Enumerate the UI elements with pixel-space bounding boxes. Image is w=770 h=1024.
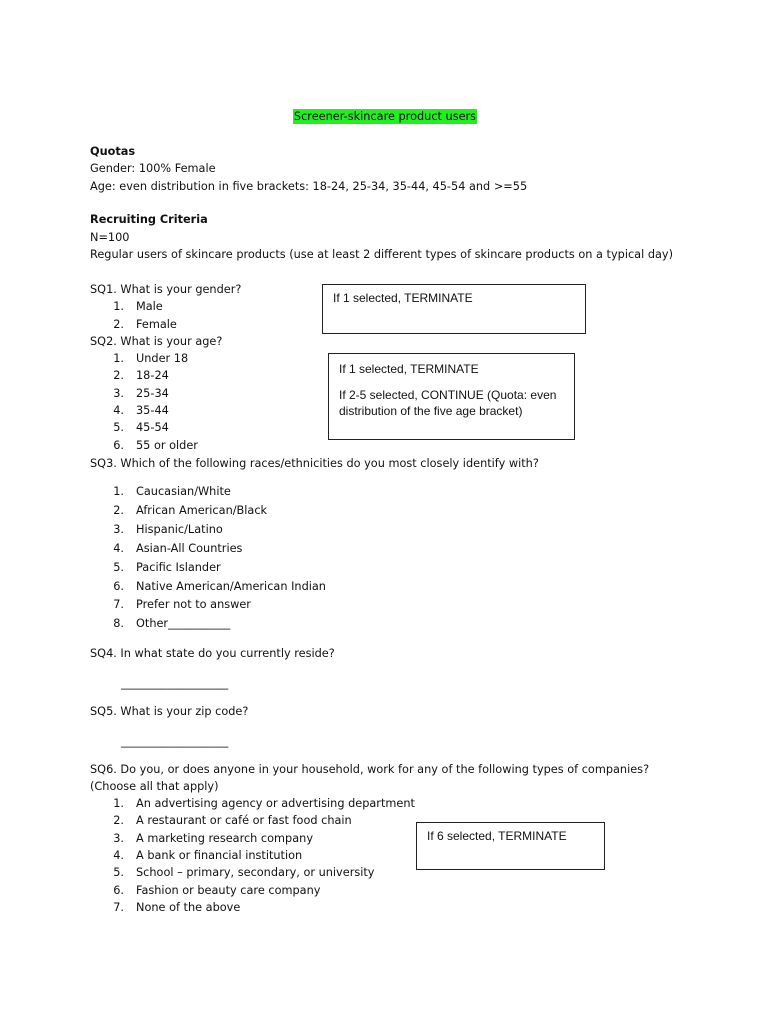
recruiting-heading: Recruiting Criteria xyxy=(90,213,208,226)
sq2-option[interactable]: 25-34 xyxy=(136,386,169,400)
sq3-option[interactable]: Prefer not to answer xyxy=(136,598,251,612)
sq6-option-number: 2. xyxy=(113,814,124,828)
sq6-option[interactable]: A marketing research company xyxy=(136,831,313,845)
sq5-answer-line[interactable]: ___________________ xyxy=(121,735,229,748)
sq2-question: SQ2. What is your age? xyxy=(90,335,223,348)
sq3-option[interactable]: African American/Black xyxy=(136,503,268,517)
sq4-answer-line[interactable]: ___________________ xyxy=(121,677,229,690)
sq1-option-number: 2. xyxy=(113,317,124,331)
sq2-option-number: 3. xyxy=(113,386,124,400)
sq6-option[interactable]: An advertising agency or advertising department xyxy=(136,797,415,810)
sq2-routing-note xyxy=(328,353,575,440)
sq3-option-number: 3. xyxy=(113,522,124,536)
document-title: Screener-skincare product users xyxy=(293,110,477,123)
sq3-option-number: 5. xyxy=(113,560,124,574)
sq2-option[interactable]: Under 18 xyxy=(136,352,189,365)
quotas-heading: Quotas xyxy=(90,145,136,158)
sq3-option[interactable]: Hispanic/Latino xyxy=(136,522,223,536)
sq1-terminate-note xyxy=(322,284,586,334)
sq2-option-number: 2. xyxy=(113,369,124,383)
sq3-option-number: 2. xyxy=(113,503,124,517)
sq6-option-number: 3. xyxy=(113,831,124,845)
sq2-note-terminate: If 1 selected, TERMINATE xyxy=(339,362,479,376)
sq3-option-number: 7. xyxy=(113,598,124,612)
recruiting-n: N=100 xyxy=(90,231,130,244)
sq2-option-number: 5. xyxy=(113,421,124,435)
sq4-question: SQ4. In what state do you currently reside? xyxy=(90,647,335,660)
sq2-note-continue: If 2-5 selected, CONTINUE (Quota: even distribution of the five age bracket) xyxy=(339,388,557,419)
sq2-option-number: 1. xyxy=(113,352,124,365)
sq2-option-number: 4. xyxy=(113,403,124,417)
sq3-option-number: 1. xyxy=(113,485,124,498)
sq6-option-number: 1. xyxy=(113,797,124,810)
sq3-option-number: 6. xyxy=(113,579,124,593)
sq6-option-number: 5. xyxy=(113,866,124,880)
sq3-question: SQ3. Which of the following races/ethnicities do you most closely identify with? xyxy=(90,457,539,470)
sq6-option[interactable]: None of the above xyxy=(136,900,241,914)
sq6-note-text: If 6 selected, TERMINATE xyxy=(427,829,567,843)
sq1-note-text: If 1 selected, TERMINATE xyxy=(333,291,473,305)
sq1-option-number: 1. xyxy=(113,300,124,313)
sq1-option[interactable]: Male xyxy=(136,300,163,313)
sq6-option-number: 6. xyxy=(113,883,124,897)
sq6-option[interactable]: A restaurant or café or fast food chain xyxy=(136,814,352,828)
sq6-option[interactable]: School – primary, secondary, or university xyxy=(136,866,375,880)
sq3-option-number: 8. xyxy=(113,617,124,631)
sq2-option-number: 6. xyxy=(113,438,124,452)
sq3-option[interactable]: Other___________ xyxy=(136,617,231,631)
quota-age: Age: even distribution in five brackets: 18-24, 25-34, 35-44, 45-54 and >=55 xyxy=(90,180,528,193)
sq2-option[interactable]: 35-44 xyxy=(136,403,169,417)
sq2-option[interactable]: 45-54 xyxy=(136,421,169,435)
sq6-option[interactable]: Fashion or beauty care company xyxy=(136,883,321,897)
sq5-question: SQ5. What is your zip code? xyxy=(90,705,249,718)
sq6-question: SQ6. Do you, or does anyone in your household, work for any of the following types of companies? xyxy=(90,763,650,776)
recruiting-criteria: Regular users of skincare products (use at least 2 different types of skincare products on a typical day) xyxy=(90,248,674,261)
sq3-option[interactable]: Caucasian/White xyxy=(136,485,231,498)
sq3-option[interactable]: Asian-All Countries xyxy=(136,541,243,555)
quota-gender: Gender: 100% Female xyxy=(90,162,216,175)
sq1-question: SQ1. What is your gender? xyxy=(90,283,242,296)
sq6-terminate-note xyxy=(416,822,605,870)
sq6-option[interactable]: A bank or financial institution xyxy=(136,848,303,862)
sq3-option[interactable]: Native American/American Indian xyxy=(136,579,326,593)
sq6-option-number: 4. xyxy=(113,848,124,862)
sq1-option[interactable]: Female xyxy=(136,317,177,331)
sq2-option[interactable]: 55 or older xyxy=(136,438,198,452)
sq6-option-number: 7. xyxy=(113,900,124,914)
sq6-instruction: (Choose all that apply) xyxy=(90,780,219,793)
sq3-option-number: 4. xyxy=(113,541,124,555)
sq3-option[interactable]: Pacific Islander xyxy=(136,560,221,574)
sq2-option[interactable]: 18-24 xyxy=(136,369,169,383)
